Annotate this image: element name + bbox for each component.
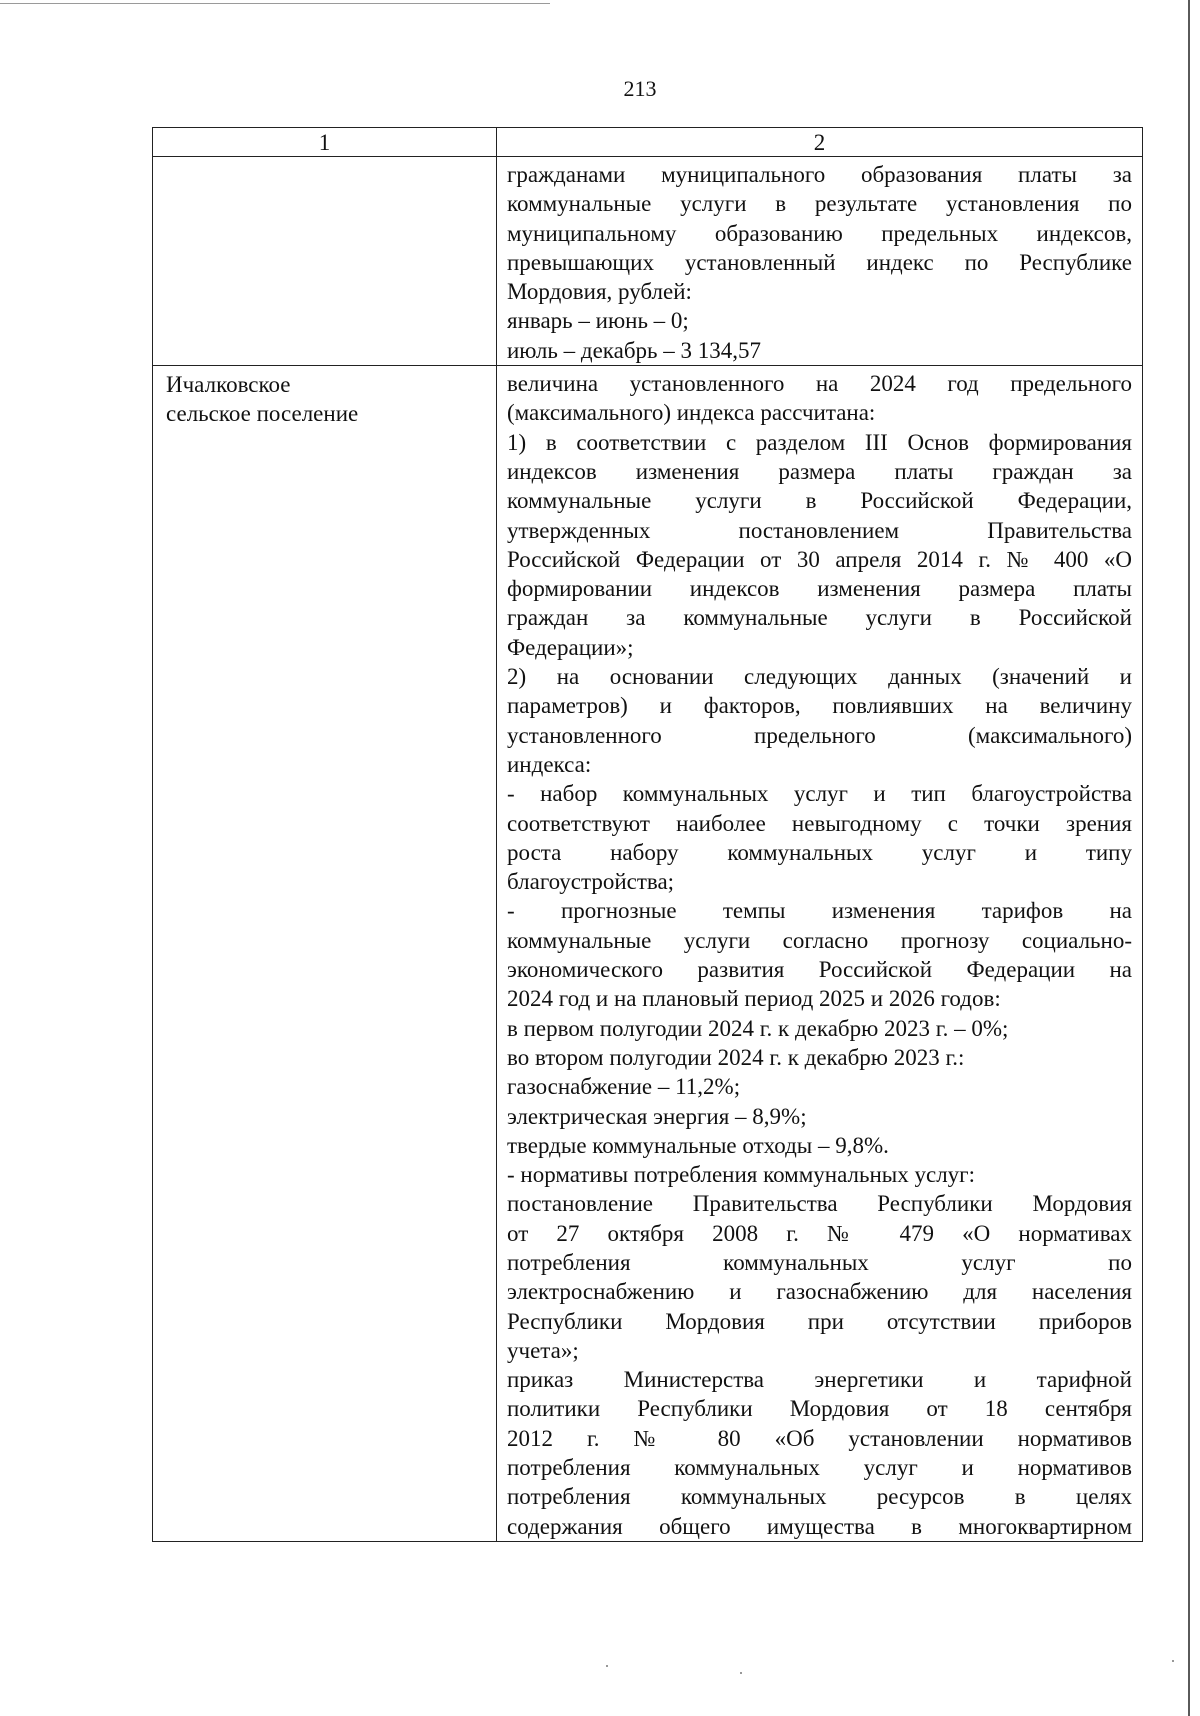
row2-municipality-cell — [153, 366, 497, 1542]
text-line: утвержденных постановлением Правительства — [507, 517, 1132, 543]
text-line: благоустройства; — [507, 869, 675, 895]
scan-edge-right — [1188, 0, 1190, 1716]
text-line: соответствуют наиболее невыгодному с точки зрения — [507, 810, 1132, 836]
text-line: во втором полугодии 2024 г. к декабрю 2023 г.: — [507, 1044, 965, 1070]
text-line: содержания общего имущества в многоквартирном — [507, 1513, 1132, 1539]
text-line: муниципальному образованию предельных индексов, — [507, 220, 1132, 246]
text-line: июль – декабрь – 3 134,57 — [507, 337, 762, 363]
text-line: параметров) и факторов, повлиявших на величину — [507, 693, 1132, 719]
row1-municipality-cell — [153, 157, 497, 366]
text-line: формировании индексов изменения размера платы — [507, 576, 1132, 602]
text-line: 2012 г. № 80 «Об установлении нормативов — [507, 1425, 1132, 1451]
text-line: - нормативы потребления коммунальных услуг: — [507, 1162, 975, 1188]
text-line: превышающих установленный индекс по Республике — [507, 249, 1132, 275]
text-line: учета»; — [507, 1337, 579, 1363]
text-line: роста набору коммунальных услуг и типу — [507, 839, 1132, 865]
municipality-name-line: сельское поселение — [166, 401, 359, 427]
table-row — [153, 157, 1143, 366]
header-col-1: 1 — [153, 128, 497, 157]
text-line: установленного предельного (максимального) — [507, 722, 1132, 748]
text-line: потребления коммунальных ресурсов в целях — [507, 1484, 1132, 1510]
text-line: коммунальные услуги в результате установления по — [507, 191, 1132, 217]
text-line: (максимального) индекса рассчитана: — [507, 400, 876, 426]
text-line: Федерации»; — [507, 634, 634, 660]
text-line: 1) в соответствии с разделом III Основ формирования — [507, 429, 1132, 455]
text-line: Российской Федерации от 30 апреля 2014 г. № 400 «О — [507, 546, 1132, 572]
text-line: твердые коммунальные отходы – 9,8%. — [507, 1132, 889, 1158]
text-line: экономического развития Российской Федерации на — [507, 957, 1132, 983]
page-number: 213 — [623, 76, 657, 101]
scan-speck — [740, 1672, 742, 1674]
text-line: электроснабжению и газоснабжению для населения — [507, 1279, 1132, 1305]
text-line: приказ Министерства энергетики и тарифной — [507, 1367, 1132, 1393]
text-line: электрическая энергия – 8,9%; — [507, 1103, 807, 1129]
row1-description-cell — [497, 157, 1143, 366]
text-line: коммунальные услуги в Российской Федерации, — [507, 488, 1132, 514]
text-line: политики Республики Мордовия от 18 сентября — [507, 1396, 1132, 1422]
text-line: индексов изменения размера платы граждан за — [507, 458, 1132, 484]
scan-edge-top — [0, 3, 550, 4]
text-line: газоснабжение – 11,2%; — [507, 1074, 741, 1100]
scan-speck — [1172, 1660, 1174, 1662]
text-line: потребления коммунальных услуг по — [507, 1249, 1132, 1275]
text-line: граждан за коммунальные услуги в Российской — [507, 605, 1132, 631]
document-table — [152, 127, 1143, 1542]
text-line: потребления коммунальных услуг и нормативов — [507, 1455, 1132, 1481]
text-line: от 27 октября 2008 г. № 479 «О нормативах — [507, 1220, 1132, 1246]
table-header-row — [153, 128, 1143, 157]
text-line: коммунальные услуги согласно прогнозу социально- — [507, 927, 1132, 953]
header-col-2: 2 — [497, 128, 1143, 157]
text-line: - прогнозные темпы изменения тарифов на — [507, 898, 1132, 924]
text-line: Мордовия, рублей: — [507, 279, 692, 305]
text-line: индекса: — [507, 751, 592, 777]
row2-description-cell — [497, 366, 1143, 1542]
text-line: гражданами муниципального образования платы за — [507, 162, 1132, 187]
text-line: постановление Правительства Республики Мордовия — [507, 1191, 1132, 1217]
text-line: январь – июнь – 0; — [507, 308, 689, 334]
text-line: величина установленного на 2024 год предельного — [507, 371, 1132, 397]
text-line: 2) на основании следующих данных (значений и — [507, 664, 1132, 690]
table-row — [153, 366, 1143, 1542]
text-line: в первом полугодии 2024 г. к декабрю 2023 г. – 0%; — [507, 1015, 1009, 1041]
text-line: Республики Мордовия при отсутствии приборов — [507, 1308, 1132, 1334]
municipality-name-line: Ичалковское — [166, 372, 291, 398]
text-line: - набор коммунальных услуг и тип благоустройства — [507, 781, 1132, 807]
scan-speck — [606, 1665, 608, 1667]
text-line: 2024 год и на плановый период 2025 и 2026 годов: — [507, 986, 1001, 1012]
